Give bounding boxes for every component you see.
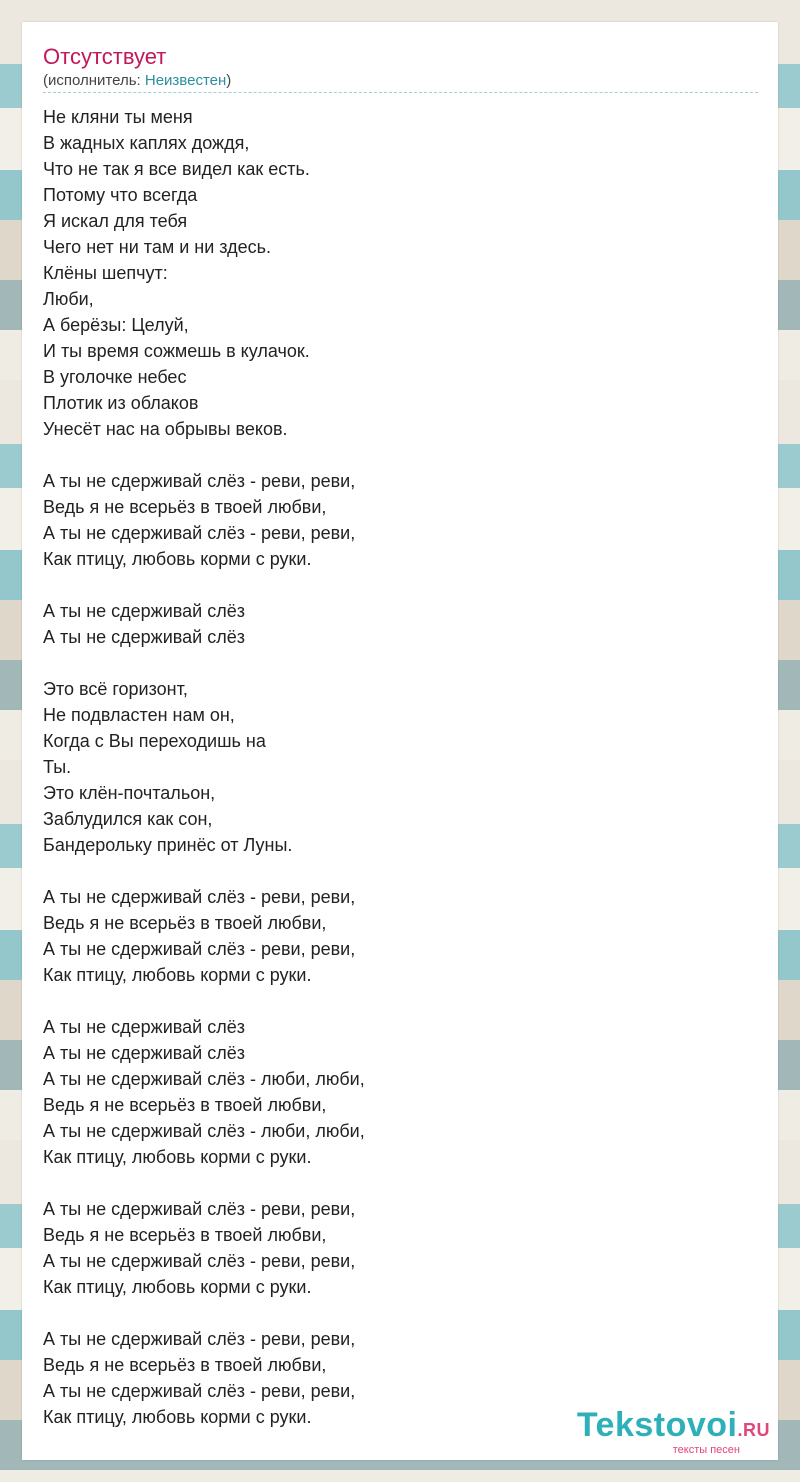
lyrics-text xyxy=(43,104,758,1430)
lyrics-line: Как птицу, любовь корми с руки. xyxy=(43,549,312,569)
lyrics-blank-line xyxy=(43,858,758,884)
lyrics-line: Ведь я не всерьёз в твоей любви, xyxy=(43,1355,327,1375)
performer-prefix: (исполнитель: xyxy=(43,72,145,89)
lyrics-line: Заблудился как сон, xyxy=(43,809,213,829)
lyrics-line: Ведь я не всерьёз в твоей любви, xyxy=(43,913,327,933)
lyrics-blank-line xyxy=(43,1300,758,1326)
performer-suffix: ) xyxy=(226,72,232,89)
lyrics-blank-line xyxy=(43,572,758,598)
lyrics-line: Это всё горизонт, xyxy=(43,679,188,699)
lyrics-card xyxy=(22,22,778,1460)
logo-name: Tekstovoi xyxy=(576,1406,738,1444)
lyrics-blank-line xyxy=(43,650,758,676)
lyrics-line: А берёзы: Целуй, xyxy=(43,315,189,335)
site-logo[interactable] xyxy=(577,1408,770,1456)
lyrics-line: А ты не сдерживай слёз xyxy=(43,627,245,647)
lyrics-line: Не кляни ты меня xyxy=(43,107,193,127)
lyrics-line: Как птицу, любовь корми с руки. xyxy=(43,1277,312,1297)
lyrics-line: Ты. xyxy=(43,757,72,777)
lyrics-line: В жадных каплях дождя, xyxy=(43,133,250,153)
lyrics-line: А ты не сдерживай слёз - реви, реви, xyxy=(43,471,356,491)
lyrics-blank-line xyxy=(43,988,758,1014)
lyrics-line: А ты не сдерживай слёз - люби, люби, xyxy=(43,1069,365,1089)
lyrics-line: А ты не сдерживай слёз - реви, реви, xyxy=(43,887,356,907)
lyrics-line: Плотик из облаков xyxy=(43,393,199,413)
performer-line xyxy=(43,72,231,89)
title-divider xyxy=(43,92,758,93)
lyrics-line: А ты не сдерживай слёз xyxy=(43,1043,245,1063)
lyrics-line: А ты не сдерживай слёз - реви, реви, xyxy=(43,1199,356,1219)
logo-wordmark xyxy=(577,1408,770,1447)
logo-tld: .RU xyxy=(737,1420,770,1440)
lyrics-line: Я искал для тебя xyxy=(43,211,188,231)
logo-tagline: тексты песен xyxy=(672,1444,740,1456)
lyrics-line: Как птицу, любовь корми с руки. xyxy=(43,1407,312,1427)
lyrics-line: Чего нет ни там и ни здесь. xyxy=(43,237,272,257)
lyrics-line: Унесёт нас на обрывы веков. xyxy=(43,419,288,439)
lyrics-line: Ведь я не всерьёз в твоей любви, xyxy=(43,497,327,517)
lyrics-blank-line xyxy=(43,442,758,468)
lyrics-line: Как птицу, любовь корми с руки. xyxy=(43,965,312,985)
lyrics-line: Это клён-почтальон, xyxy=(43,783,216,803)
lyrics-line: А ты не сдерживай слёз xyxy=(43,1017,245,1037)
lyrics-line: В уголочке небес xyxy=(43,367,187,387)
song-title: Отсутствует xyxy=(43,44,167,69)
lyrics-line: Люби, xyxy=(43,289,94,309)
lyrics-line: А ты не сдерживай слёз - реви, реви, xyxy=(43,1381,356,1401)
lyrics-line: А ты не сдерживай слёз - реви, реви, xyxy=(43,939,356,959)
lyrics-line: Когда с Вы переходишь на xyxy=(43,731,266,751)
lyrics-line: А ты не сдерживай слёз - люби, люби, xyxy=(43,1121,365,1141)
lyrics-line: Не подвластен нам он, xyxy=(43,705,235,725)
lyrics-line: А ты не сдерживай слёз - реви, реви, xyxy=(43,1329,356,1349)
lyrics-line: А ты не сдерживай слёз xyxy=(43,601,245,621)
lyrics-line: Как птицу, любовь корми с руки. xyxy=(43,1147,312,1167)
lyrics-line: Бандерольку принёс от Луны. xyxy=(43,835,293,855)
lyrics-blank-line xyxy=(43,1170,758,1196)
lyrics-line: Потому что всегда xyxy=(43,185,198,205)
lyrics-line: Ведь я не всерьёз в твоей любви, xyxy=(43,1225,327,1245)
performer-link[interactable]: Неизвестен xyxy=(144,72,227,89)
lyrics-line: А ты не сдерживай слёз - реви, реви, xyxy=(43,1251,356,1271)
lyrics-line: Клёны шепчут: xyxy=(43,263,168,283)
lyrics-line: Что не так я все видел как есть. xyxy=(43,159,310,179)
lyrics-line: И ты время сожмешь в кулачок. xyxy=(43,341,310,361)
lyrics-line: Ведь я не всерьёз в твоей любви, xyxy=(43,1095,327,1115)
lyrics-line: А ты не сдерживай слёз - реви, реви, xyxy=(43,523,356,543)
